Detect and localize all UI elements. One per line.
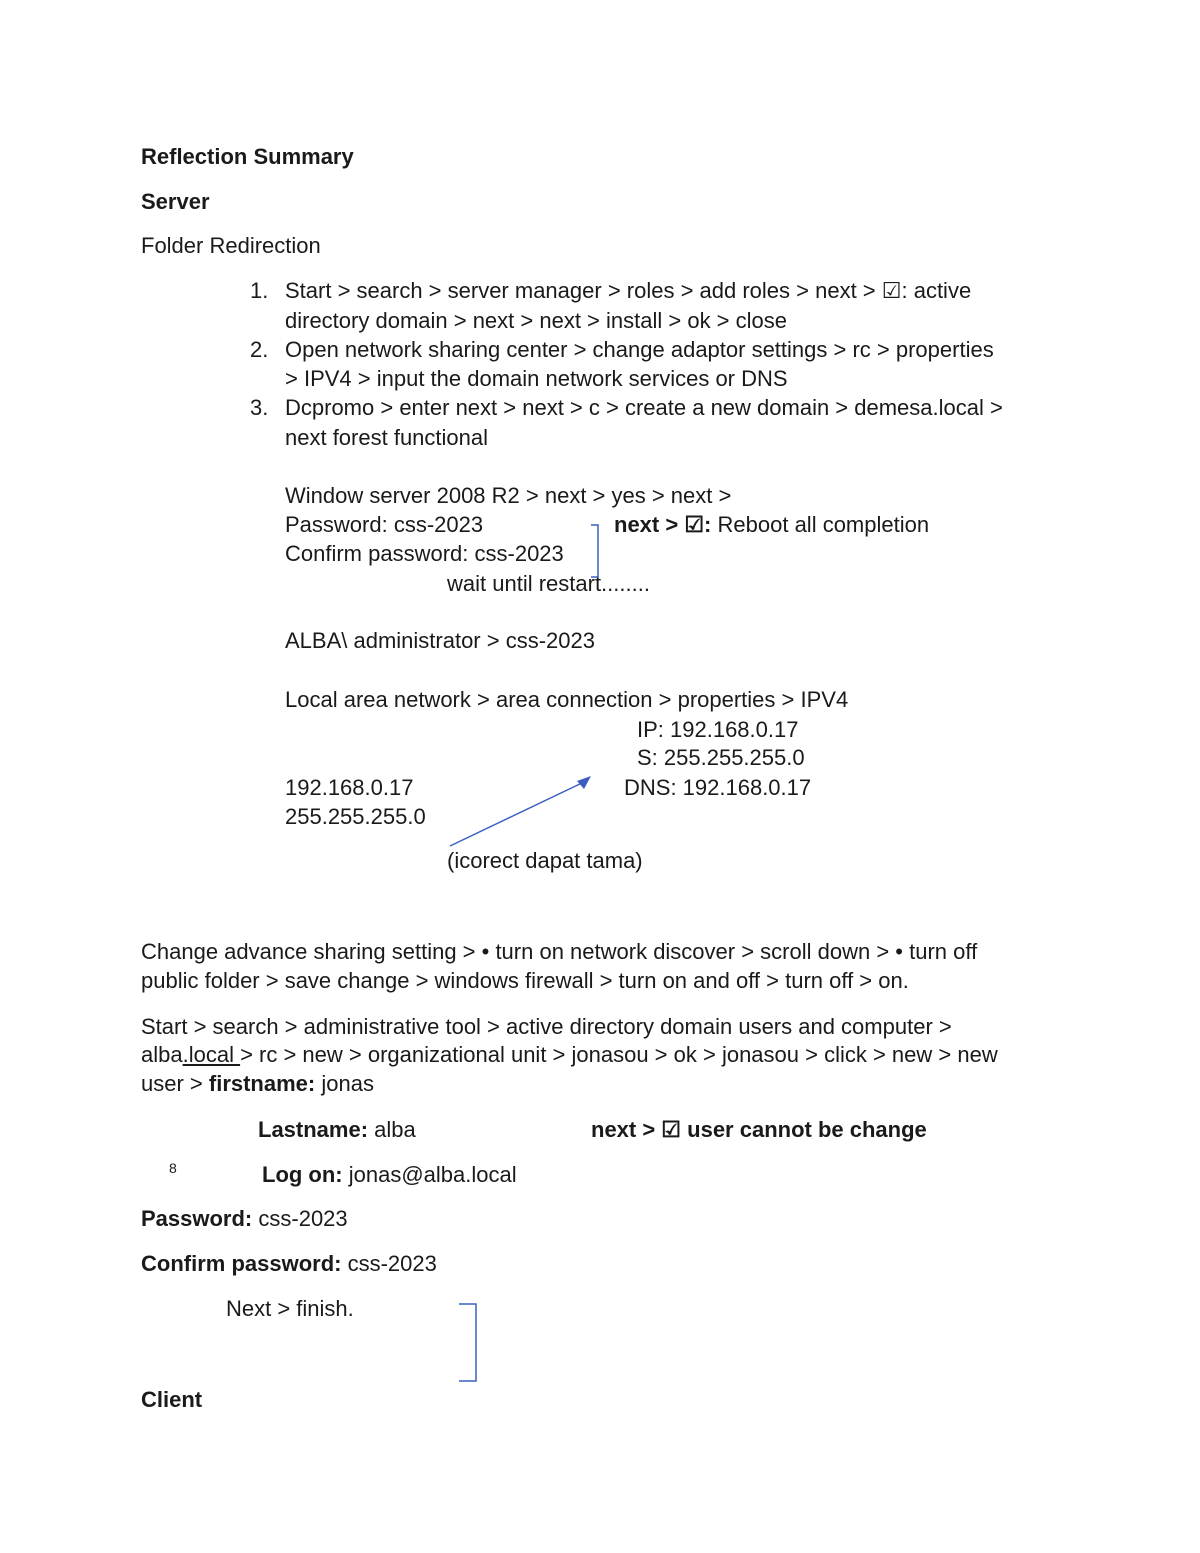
reboot-text: Reboot all completion bbox=[717, 512, 930, 537]
ad-paragraph-text: alba bbox=[141, 1042, 183, 1067]
cannot-change-line: next > ☑ user cannot be change bbox=[591, 1117, 927, 1142]
wait-line: wait until restart........ bbox=[447, 571, 650, 596]
dns-line: DNS: 192.168.0.17 bbox=[624, 775, 812, 800]
logon-label: Log on: bbox=[262, 1162, 343, 1187]
subnet-left-line: 255.255.255.0 bbox=[285, 804, 426, 829]
document-title: Reflection Summary bbox=[141, 144, 354, 169]
arrow-annotation bbox=[450, 782, 584, 846]
folder-redirection-subheading: Folder Redirection bbox=[141, 233, 321, 258]
next-label: next > bbox=[614, 512, 679, 537]
checkbox-label: ☑: bbox=[684, 512, 712, 537]
ip-left-line: 192.168.0.17 bbox=[285, 775, 414, 800]
next-finish-line: Next > finish. bbox=[226, 1296, 354, 1321]
ip-line: IP: 192.168.0.17 bbox=[637, 717, 799, 742]
confirm-password-label: Confirm password: bbox=[141, 1251, 342, 1276]
confirm-password-value: css-2023 bbox=[341, 1251, 437, 1276]
ad-paragraph-underlined: .local bbox=[182, 1042, 241, 1067]
arrow-head-icon bbox=[577, 776, 591, 789]
password-value: css-2023 bbox=[252, 1206, 348, 1231]
step-line: Dcpromo > enter next > next > c > create a new domain > demesa.local > bbox=[285, 395, 1003, 420]
password-line: Password: css-2023 bbox=[285, 512, 484, 537]
step-number: 2. bbox=[250, 337, 269, 362]
firstname-value: jonas bbox=[315, 1071, 374, 1096]
lastname-label: Lastname: bbox=[258, 1117, 369, 1142]
lastname-value: alba bbox=[368, 1117, 416, 1142]
step-line: > IPV4 > input the domain network services or DNS bbox=[285, 366, 788, 391]
confirm-password-line: Confirm password: css-2023 bbox=[285, 541, 564, 566]
step-line: next forest functional bbox=[285, 425, 489, 450]
step-line: directory domain > next > next > install > ok > close bbox=[285, 308, 787, 333]
bracket-annotation bbox=[591, 525, 598, 577]
server-heading: Server bbox=[141, 189, 210, 214]
sharing-paragraph-line: Change advance sharing setting > • turn on network discover > scroll down > • turn off bbox=[141, 939, 978, 964]
bracket-annotation bbox=[459, 1304, 476, 1381]
ad-paragraph-text: > rc > new > organizational unit > jonasou > ok > jonasou > click > new > new bbox=[240, 1042, 998, 1067]
superscript-mark: 8 bbox=[169, 1160, 177, 1176]
incorrect-note: (icorect dapat tama) bbox=[447, 848, 643, 873]
ad-paragraph-text: user > bbox=[141, 1071, 209, 1096]
local-area-line: Local area network > area connection > properties > IPV4 bbox=[285, 687, 849, 712]
step-line: Start > search > server manager > roles > add roles > next > ☑: active bbox=[285, 278, 972, 303]
password-label: Password: bbox=[141, 1206, 253, 1231]
ad-paragraph-line: Start > search > administrative tool > active directory domain users and computer > bbox=[141, 1014, 952, 1039]
window-server-line: Window server 2008 R2 > next > yes > next > bbox=[285, 483, 732, 508]
admin-login-line: ALBA\ administrator > css-2023 bbox=[285, 628, 595, 653]
logon-value: jonas@alba.local bbox=[342, 1162, 517, 1187]
firstname-label: firstname: bbox=[208, 1071, 316, 1096]
step-number: 3. bbox=[250, 395, 269, 420]
step-line: Open network sharing center > change adaptor settings > rc > properties bbox=[285, 337, 994, 362]
step-number: 1. bbox=[250, 278, 269, 303]
sharing-paragraph-line: public folder > save change > windows firewall > turn on and off > turn off > on. bbox=[141, 968, 909, 993]
client-heading: Client bbox=[141, 1387, 203, 1412]
subnet-line: S: 255.255.255.0 bbox=[637, 745, 805, 770]
